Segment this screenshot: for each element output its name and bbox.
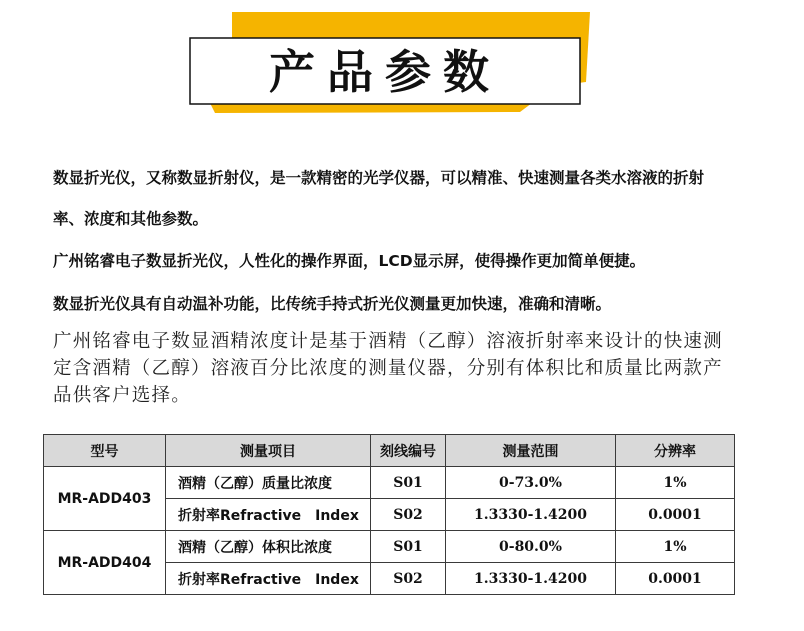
item-cell: 折射率Refractive Index [166, 563, 371, 595]
model-cell: MR-ADD403 [44, 467, 166, 531]
item-cell: 折射率Refractive Index [166, 499, 371, 531]
intro-line-3: 广州铭睿电子数显折光仪，人性化的操作界面，LCD显示屏，使得操作更加简单便捷。 [53, 252, 646, 270]
alcohol-description [53, 328, 743, 409]
range-cell: 0-73.0% [446, 467, 616, 499]
table-row [44, 531, 735, 563]
resolution-cell: 1% [616, 531, 735, 563]
alcohol-description-line-3: 品供客户选择。 [53, 385, 191, 406]
range-cell: 0-80.0% [446, 531, 616, 563]
header-code: 刻线编号 [371, 435, 446, 467]
header-model: 型号 [44, 435, 166, 467]
parameter-table [43, 434, 735, 595]
intro-line-4: 数显折光仪具有自动温补功能，比传统手持式折光仪测量更加快速，准确和清晰。 [53, 295, 612, 313]
intro-line-1: 数显折光仪，又称数显折射仪，是一款精密的光学仪器，可以精准、快速测量各类水溶液的折射 [53, 169, 705, 187]
item-cell: 酒精（乙醇）质量比浓度 [166, 467, 371, 499]
header-resolution: 分辨率 [616, 435, 735, 467]
code-cell: S02 [371, 563, 446, 595]
resolution-cell: 0.0001 [616, 499, 735, 531]
range-cell: 1.3330-1.4200 [446, 563, 616, 595]
header-item: 测量项目 [166, 435, 371, 467]
resolution-cell: 0.0001 [616, 563, 735, 595]
model-cell: MR-ADD404 [44, 531, 166, 595]
intro-line-2: 率、浓度和其他参数。 [53, 210, 209, 228]
alcohol-description-line-2: 定含酒精（乙醇）溶液百分比浓度的测量仪器，分别有体积比和质量比两款产 [53, 358, 723, 379]
code-cell: S01 [371, 531, 446, 563]
range-cell: 1.3330-1.4200 [446, 499, 616, 531]
item-cell: 酒精（乙醇）体积比浓度 [166, 531, 371, 563]
page-title: 产品参数 [269, 45, 501, 99]
header-range: 测量范围 [446, 435, 616, 467]
table-row [44, 467, 735, 499]
title-banner [0, 0, 804, 130]
code-cell: S02 [371, 499, 446, 531]
resolution-cell: 1% [616, 467, 735, 499]
alcohol-description-line-1: 广州铭睿电子数显酒精浓度计是基于酒精（乙醇）溶液折射率来设计的快速测 [53, 331, 723, 352]
table-header-row [44, 435, 735, 467]
code-cell: S01 [371, 467, 446, 499]
